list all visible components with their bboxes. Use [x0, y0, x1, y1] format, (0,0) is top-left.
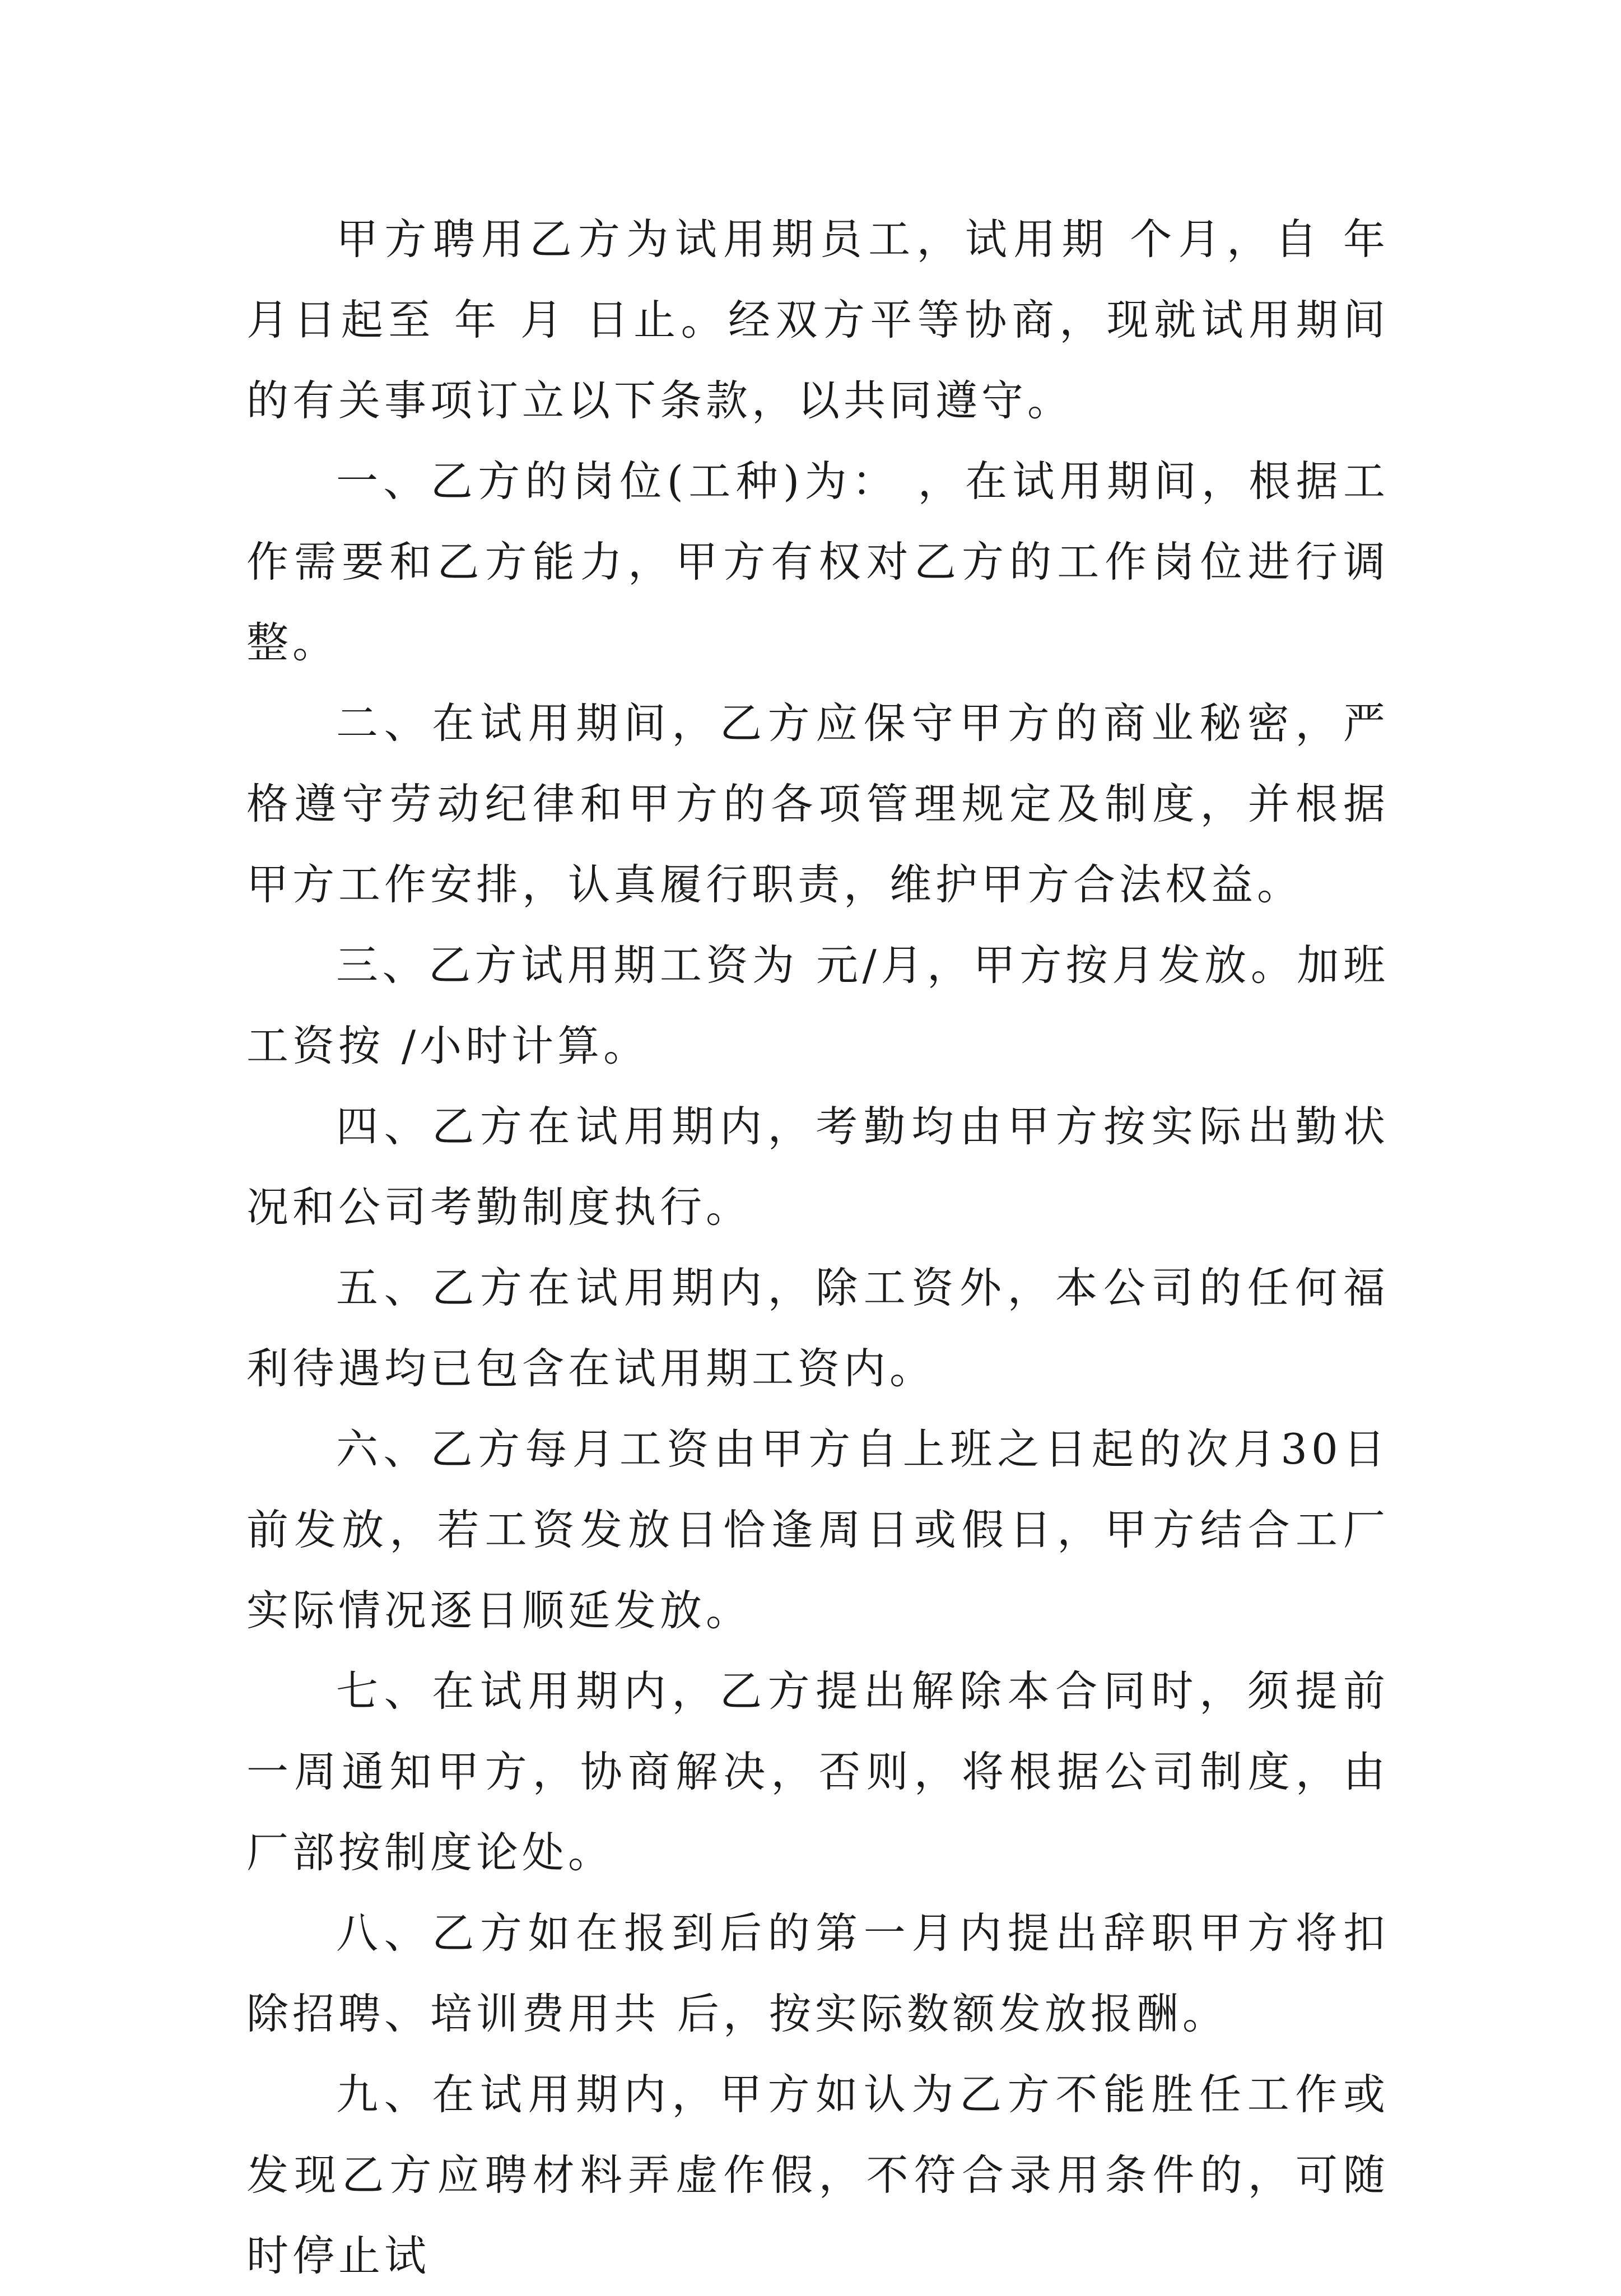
paragraph-clause-2: 二、在试用期间，乙方应保守甲方的商业秘密，严格遵守劳动纪律和甲方的各项管理规定及制度，并根据甲方工作安排，认真履行职责，维护甲方合法权益。: [246, 698, 1389, 909]
paragraph-clause-7: 七、在试用期内，乙方提出解除本合同时，须提前一周通知甲方，协商解决，否则，将根据公司制度，由厂部按制度论处。: [246, 1666, 1389, 1877]
paragraph-clause-8: 八、乙方如在报到后的第一月内提出辞职甲方将扣除招聘、培训费用共 后，按实际数额发放报酬。: [246, 1908, 1389, 2038]
paragraph-clause-9: 九、在试用期内，甲方如认为乙方不能胜任工作或发现乙方应聘材料弄虚作假，不符合录用条件的，可随时停止试: [246, 2070, 1389, 2280]
paragraph-clause-6: 六、乙方每月工资由甲方自上班之日起的次月30日前发放，若工资发放日恰逢周日或假日，甲方结合工厂实际情况逐日顺延发放。: [246, 1424, 1389, 1635]
paragraph-clause-5: 五、乙方在试用期内，除工资外，本公司的任何福利待遇均已包含在试用期工资内。: [246, 1263, 1389, 1393]
paragraph-clause-3: 三、乙方试用期工资为 元/月，甲方按月发放。加班工资按 /小时计算。: [246, 940, 1389, 1070]
paragraph-clause-1: 一、乙方的岗位(工种)为： ，在试用期间，根据工作需要和乙方能力，甲方有权对乙方的工作岗位进行调整。: [246, 457, 1389, 667]
paragraph-clause-4: 四、乙方在试用期内，考勤均由甲方按实际出勤状况和公司考勤制度执行。: [246, 1102, 1389, 1232]
document-body: [246, 199, 1389, 2296]
paragraph-intro: 甲方聘用乙方为试用期员工，试用期 个月，自 年 月日起至 年 月 日止。经双方平等协商，现就试用期间的有关事项订立以下条款，以共同遵守。: [246, 215, 1389, 425]
